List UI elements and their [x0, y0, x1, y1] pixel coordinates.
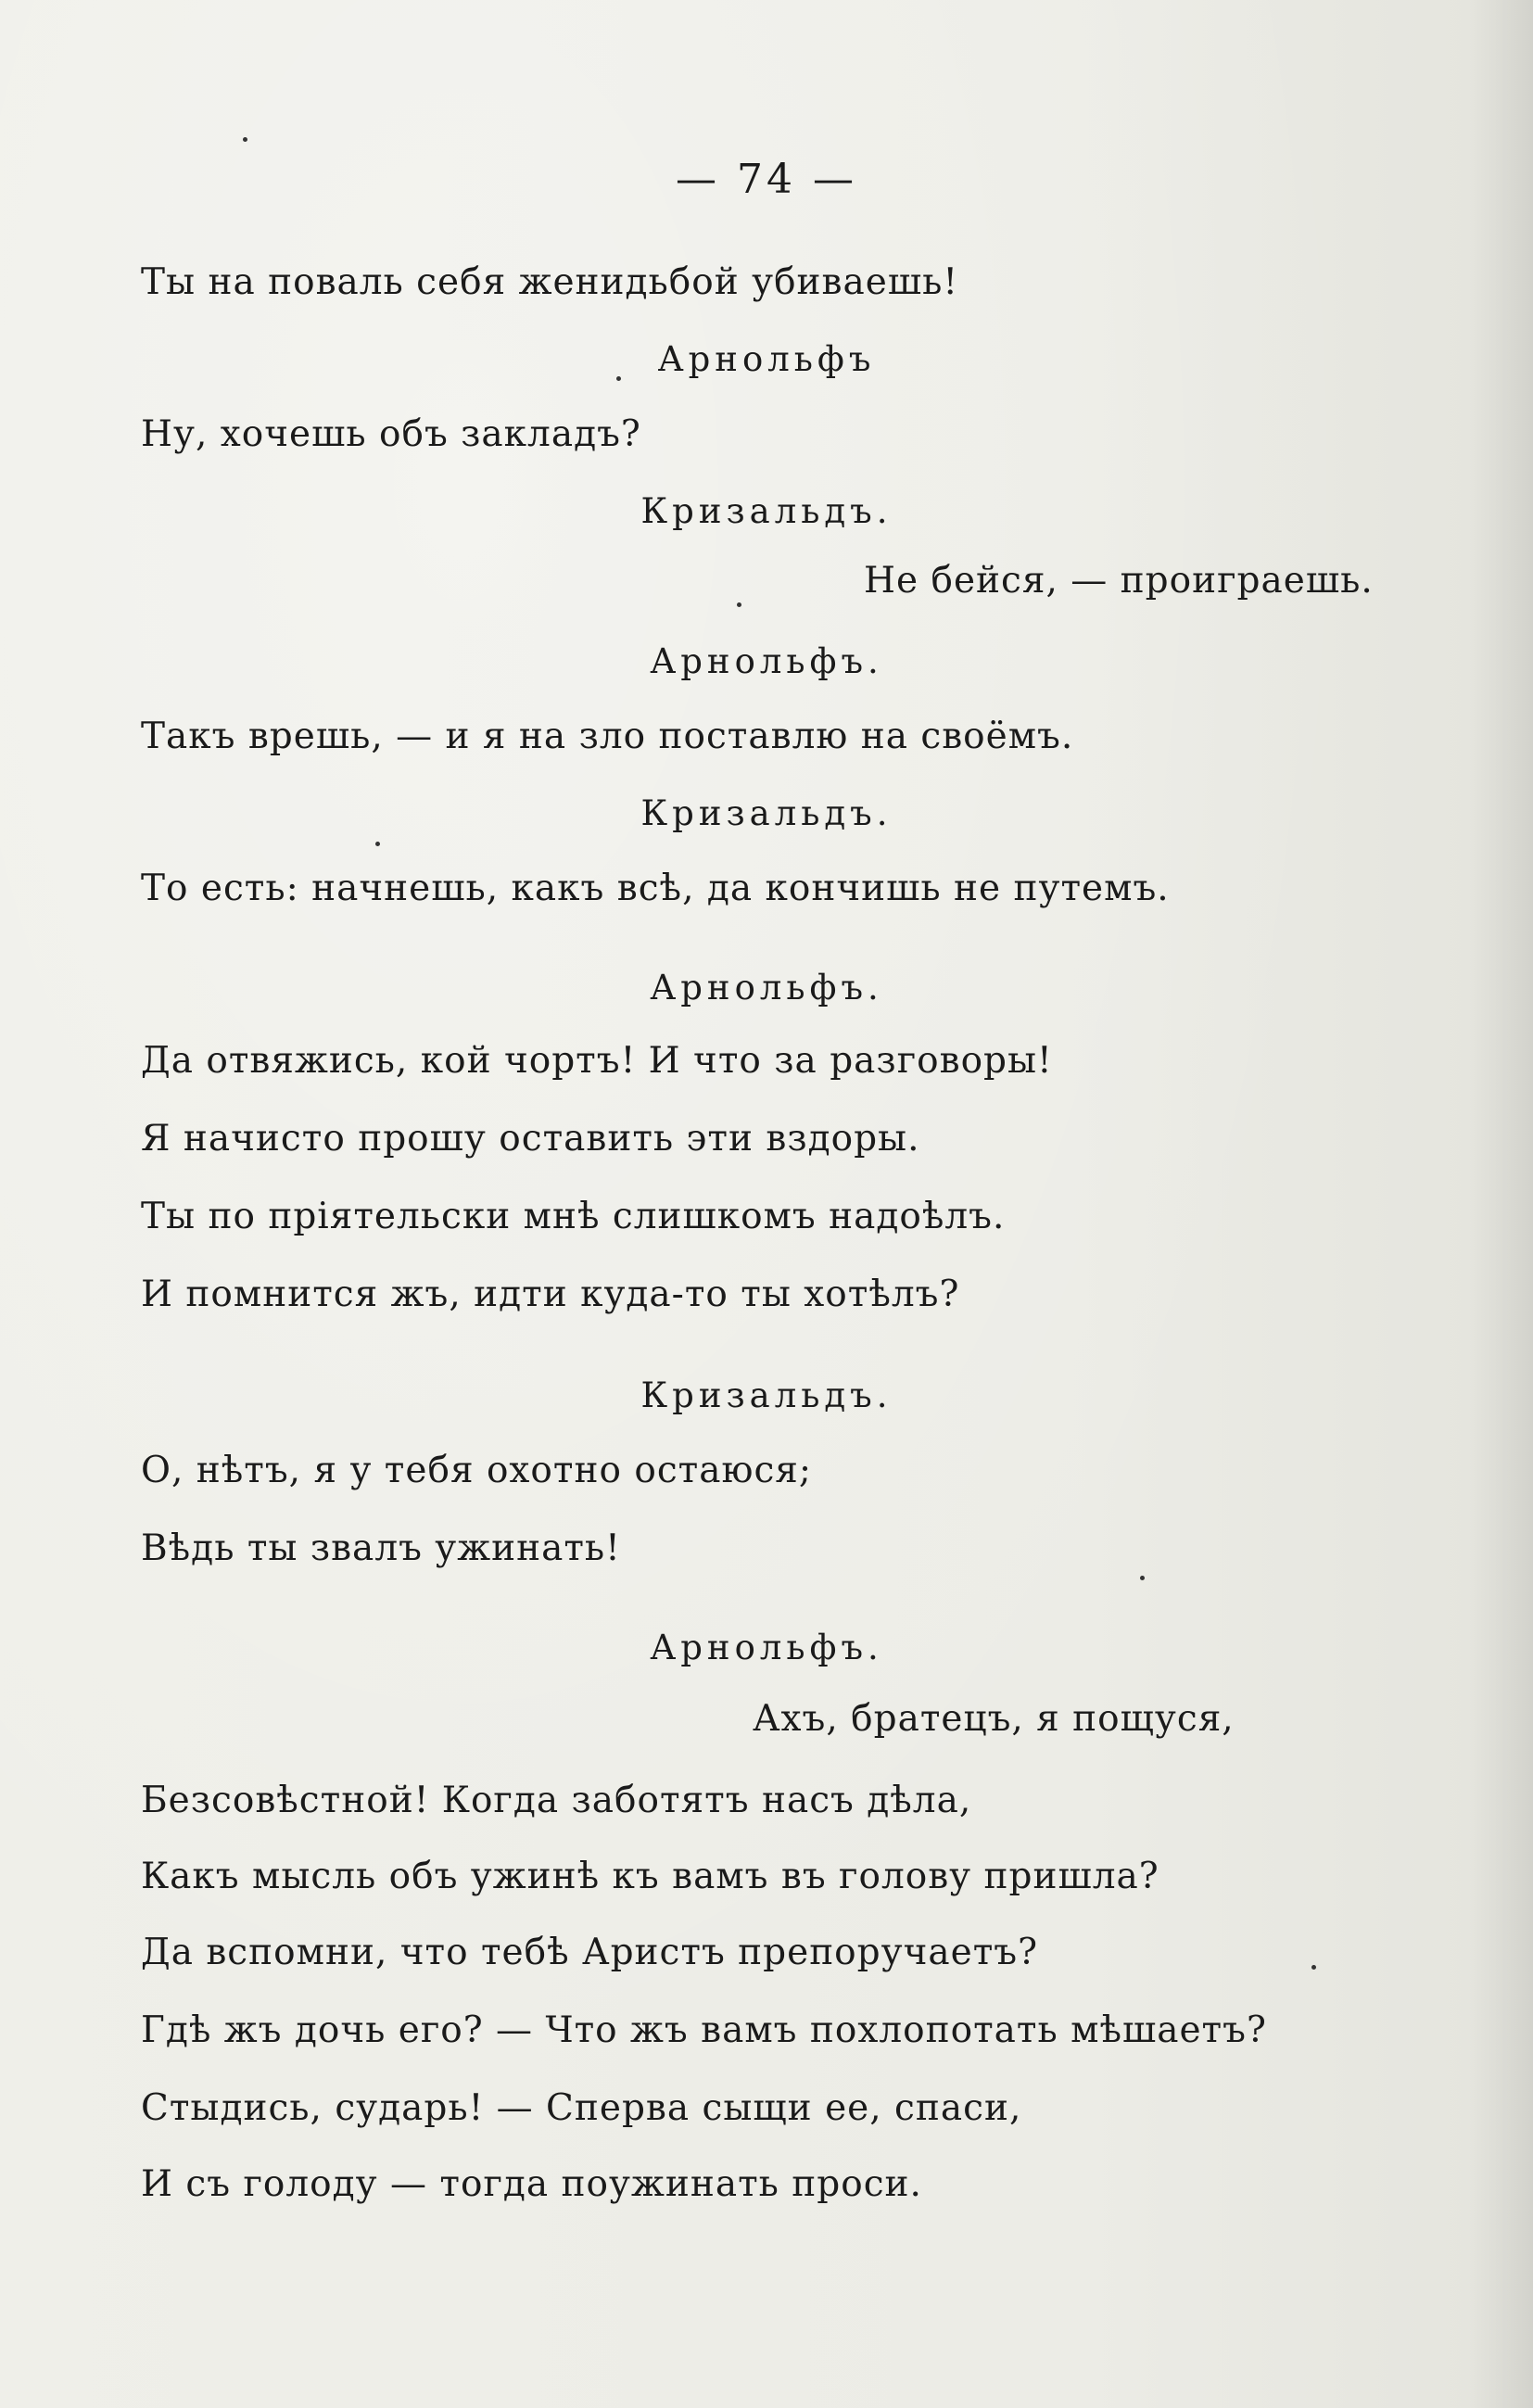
verse-line: И съ голоду — тогда поужинать проси.: [141, 2163, 922, 2205]
verse-line: Да вспомни, что тебѣ Аристъ препоручаетъ?: [141, 1932, 1038, 1973]
speaker-name: Арнольфъ.: [650, 1628, 883, 1667]
ink-speck: [1140, 1576, 1145, 1580]
ink-speck: [243, 137, 247, 142]
speaker-name: Арнольфъ.: [650, 641, 883, 681]
verse-line: Гдѣ жъ дочь его? — Что жъ вамъ похлопотать мѣшаетъ?: [141, 2009, 1267, 2051]
page-number: — 74 —: [676, 156, 857, 203]
speaker-name: Кризальдъ.: [640, 793, 893, 833]
verse-line: Стыдись, сударь! — Сперва сыщи ее, спаси,: [141, 2087, 1022, 2129]
verse-line: И помнится жъ, идти куда-то ты хотѣлъ?: [141, 1274, 960, 1315]
verse-line: Ты по пріятельски мнѣ слишкомъ надоѣлъ.: [141, 1196, 1006, 1237]
verse-line: Вѣдь ты звалъ ужинать!: [141, 1527, 621, 1569]
speaker-name: Кризальдъ.: [640, 1375, 893, 1415]
verse-line: О, нѣтъ, я у тебя охотно остаюся;: [141, 1450, 813, 1491]
ink-speck: [375, 842, 380, 846]
speaker-name: Арнольфъ: [657, 339, 876, 379]
speaker-name: Арнольфъ.: [650, 968, 883, 1008]
verse-line: Ну, хочешь объ закладъ?: [141, 413, 641, 455]
ink-speck: [616, 376, 621, 381]
verse-line: Какъ мысль объ ужинѣ къ вамъ въ голову пришла?: [141, 1856, 1159, 1897]
verse-line: Я начисто прошу оставить эти вздоры.: [141, 1118, 920, 1160]
ink-speck: [1311, 1965, 1316, 1970]
verse-line: Безсовѣстной! Когда заботятъ насъ дѣла,: [141, 1780, 972, 1821]
verse-line: Ахъ, братецъ, я пощуся,: [753, 1698, 1235, 1740]
ink-speck: [737, 602, 741, 607]
verse-line: Не бейся, — проиграешь.: [864, 560, 1374, 602]
verse-line: Такъ врешь, — и я на зло поставлю на своёмъ.: [141, 716, 1074, 757]
verse-line: Ты на поваль себя женидьбой убиваешь!: [141, 261, 958, 303]
speaker-name: Кризальдъ.: [640, 491, 893, 531]
verse-line: Да отвяжись, кой чортъ! И что за разговоры!: [141, 1040, 1053, 1082]
verse-line: То есть: начнешь, какъ всѣ, да кончишь не путемъ.: [141, 868, 1170, 909]
